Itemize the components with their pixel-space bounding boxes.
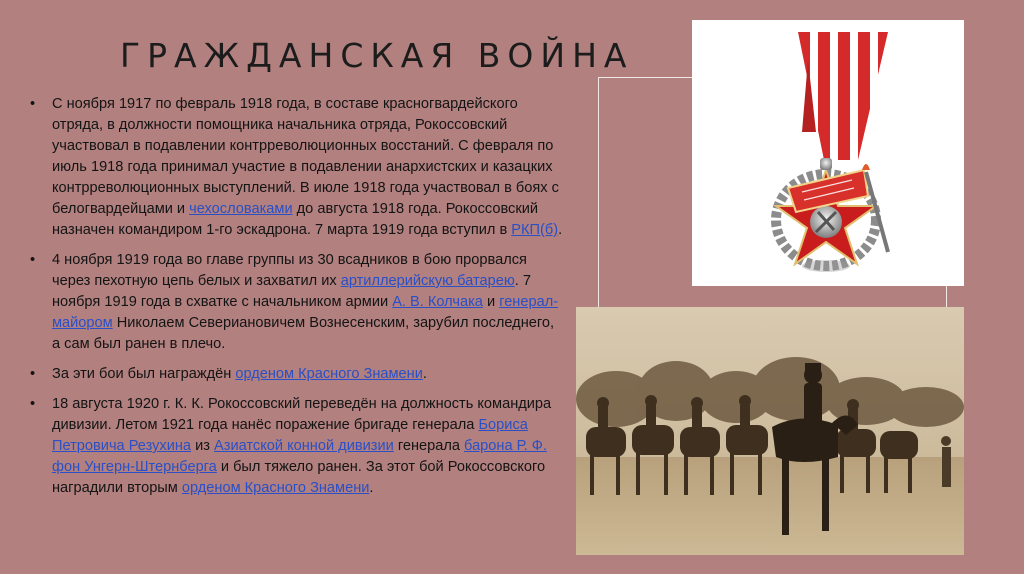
wiki-link[interactable]: барона Р. Ф. фон Унгерн-Штернберга bbox=[52, 438, 547, 475]
bullet-paragraph bbox=[28, 94, 563, 241]
paragraph-text: и bbox=[482, 294, 500, 310]
paragraph-text: до августа 1918 года. Рокоссовский назначен командиром 1-го эскадрона. 7 марта 1919 года вступил в bbox=[52, 201, 539, 238]
frame-line-left bbox=[598, 77, 599, 307]
paragraph-text: За эти бои был награждён bbox=[52, 366, 236, 382]
paragraph-text: из bbox=[191, 438, 215, 454]
paragraph-text: . bbox=[558, 222, 563, 238]
paragraph-text: генерала bbox=[393, 438, 465, 454]
wiki-link[interactable]: чехословаками bbox=[189, 201, 293, 217]
paragraph-text: . bbox=[422, 366, 427, 382]
wiki-link[interactable]: артиллерийскую батарею bbox=[340, 273, 515, 289]
bullet-paragraph bbox=[28, 394, 563, 499]
paragraph-text: и был тяжело ранен. За этот бой Рокоссовского наградили вторым bbox=[52, 459, 546, 496]
wiki-link[interactable]: Азиатской конной дивизии bbox=[214, 438, 394, 454]
slide-title: ГРАЖДАНСКАЯ ВОЙНА bbox=[120, 36, 634, 75]
bullet-paragraph bbox=[28, 250, 563, 355]
wiki-link[interactable]: Бориса Петровича Резухина bbox=[52, 417, 528, 454]
wiki-link[interactable]: РКП(б) bbox=[511, 222, 559, 238]
wiki-link[interactable]: орденом Красного Знамени bbox=[181, 480, 370, 496]
text-content bbox=[28, 94, 563, 508]
paragraph-text: 4 ноября 1919 года во главе группы из 30 всадников в бою прорвался через пехотную цепь белых и захватил их bbox=[52, 252, 527, 289]
cavalry-photo bbox=[576, 307, 964, 555]
wiki-link[interactable]: А. В. Колчака bbox=[392, 294, 483, 310]
frame-line-right bbox=[946, 285, 947, 307]
frame-line-top bbox=[598, 77, 694, 78]
cavalry-squadron-image bbox=[576, 307, 964, 555]
wiki-link[interactable]: генерал-майором bbox=[52, 294, 559, 331]
medal-image bbox=[692, 20, 964, 286]
paragraph-text: . 7 ноября 1919 года в схватке с начальником армии bbox=[52, 273, 532, 310]
paragraph-text: Николаем Севериановичем Вознесенским, зарубил последнего, а сам был ранен в плечо. bbox=[52, 315, 555, 352]
paragraph-text: . bbox=[369, 480, 374, 496]
bullet-paragraph bbox=[28, 364, 563, 385]
paragraph-text: 18 августа 1920 г. К. К. Рокоссовский переведён на должность командира дивизии. Летом 1921 года нанёс поражение бригаде генерала bbox=[52, 396, 552, 433]
order-of-red-banner-icon bbox=[692, 20, 964, 286]
wiki-link[interactable]: орденом Красного Знамени bbox=[235, 366, 423, 382]
paragraph-text: С ноября 1917 по февраль 1918 года, в составе красногвардейского отряда, в должности помощника начальника отряда, Рокоссовский участвовал в подавлении контрреволюционных восстаний. С февраля по июль 1918 года принимал участие в подавлении анархистских и казацких контрреволюционных выступлений. В июле 1918 года участвовал в боях с белогвардейцами и bbox=[52, 96, 559, 217]
